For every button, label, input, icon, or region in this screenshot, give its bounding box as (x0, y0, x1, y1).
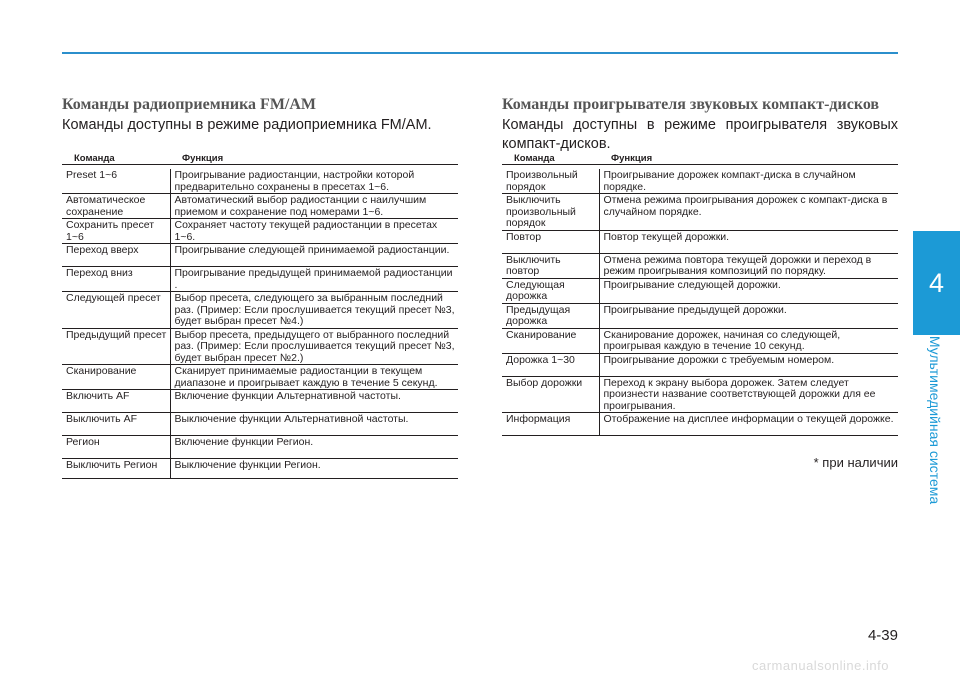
table-row (62, 194, 458, 219)
function-cell: Проигрывание дорожки с требуемым номером. (599, 353, 898, 376)
command-cell: Информация (502, 413, 599, 436)
function-cell: Проигрывание следующей принимаемой радиостанции. (170, 244, 458, 267)
command-cell: Следующей пресет (62, 292, 170, 329)
top-rule (62, 52, 898, 54)
radio-commands-table (62, 150, 458, 479)
chapter-title: Мультимедийная система (927, 335, 944, 505)
cd-section-title: Команды проигрывателя звуковых компакт-дисков (502, 96, 880, 113)
command-cell: Переход вниз (62, 267, 170, 292)
function-cell: Отмена режима повтора текущей дорожки и переход в режим проигрывания композиций по порядку. (599, 253, 898, 278)
table-row (502, 230, 898, 253)
function-cell: Переход к экрану выбора дорожек. Затем следует произнести название соответствующей дорожки для ее проигрывания. (599, 376, 898, 413)
cd-intro-text: Команды доступны в режиме проигрывателя звуковых компакт-дисков. (502, 117, 898, 152)
chapter-label (910, 335, 960, 505)
function-cell: Повтор текущей дорожки. (599, 230, 898, 253)
table-row (502, 194, 898, 231)
table-row (62, 328, 458, 365)
function-cell: Проигрывание предыдущей дорожки. (599, 303, 898, 328)
command-cell: Выключить произвольный порядок (502, 194, 599, 231)
table-row (502, 328, 898, 353)
watermark: carmanualsonline.info (752, 658, 889, 673)
command-cell: Регион (62, 436, 170, 459)
table-row (62, 244, 458, 267)
command-cell: Автоматическое сохранение (62, 194, 170, 219)
cd-table-body (502, 169, 898, 436)
function-cell: Автоматический выбор радиостанции с наилучшим приемом и сохранение под номерами 1~6. (170, 194, 458, 219)
radio-intro: Команды доступны в режиме радиоприемника FM/AM. (62, 117, 432, 133)
table-row (502, 413, 898, 436)
command-cell: Следующая дорожка (502, 278, 599, 303)
radio-section-title: Команды радиоприемника FM/AM (62, 96, 317, 113)
cd-commands-table (502, 150, 898, 436)
table-row (62, 267, 458, 292)
table-row (502, 278, 898, 303)
table-row (502, 303, 898, 328)
command-cell: Выключить Регион (62, 459, 170, 479)
function-cell: Выбор пресета, предыдущего от выбранного последний раз. (Пример: Если прослушивается текущий пресет №3, будет выбран пресет №2.) (170, 328, 458, 365)
command-cell: Сканирование (62, 365, 170, 390)
table-row (502, 169, 898, 194)
function-cell: Отмена режима проигрывания дорожек с компакт-диска в случайном порядке. (599, 194, 898, 231)
table-row (62, 365, 458, 390)
command-cell: Сканирование (502, 328, 599, 353)
function-cell: Выбор пресета, следующего за выбранным последний раз. (Пример: Если прослушивается текущий пресет №3, будет выбран пресет №4.) (170, 292, 458, 329)
command-cell: Включить AF (62, 390, 170, 413)
command-cell: Выключить повтор (502, 253, 599, 278)
table-row (62, 169, 458, 194)
footnote: * при наличии (813, 455, 898, 470)
command-cell: Выключить AF (62, 413, 170, 436)
table-row (62, 219, 458, 244)
command-cell: Переход вверх (62, 244, 170, 267)
function-cell: Отображение на дисплее информации о текущей дорожке. (599, 413, 898, 436)
command-cell: Предыдущий пресет (62, 328, 170, 365)
table-row (62, 459, 458, 479)
function-cell: Включение функции Регион. (170, 436, 458, 459)
column-header-function: Функция (599, 150, 898, 165)
table-row (502, 353, 898, 376)
command-cell: Выбор дорожки (502, 376, 599, 413)
command-cell: Произвольный порядок (502, 169, 599, 194)
function-cell: Проигрывание следующей дорожки. (599, 278, 898, 303)
function-cell: Проигрывание радиостанции, настройки которой предварительно сохранены в пресетах 1~6. (170, 169, 458, 194)
table-row (62, 390, 458, 413)
chapter-tab (913, 231, 960, 335)
table-row (62, 292, 458, 329)
cd-intro (502, 116, 898, 154)
function-cell: Включение функции Альтернативной частоты. (170, 390, 458, 413)
command-cell: Preset 1~6 (62, 169, 170, 194)
function-cell: Сканирование дорожек, начиная со следующей, проигрывая каждую в течение 10 секунд. (599, 328, 898, 353)
function-cell: Проигрывание предыдущей принимаемой радиостанции . (170, 267, 458, 292)
function-cell: Выключение функции Альтернативной частоты. (170, 413, 458, 436)
command-cell: Дорожка 1~30 (502, 353, 599, 376)
page-number: 4-39 (867, 627, 898, 644)
command-cell: Предыдущая дорожка (502, 303, 599, 328)
column-header-function: Функция (170, 150, 458, 165)
table-row (502, 376, 898, 413)
column-header-command: Команда (502, 150, 599, 165)
chapter-number: 4 (928, 267, 945, 298)
command-cell: Повтор (502, 230, 599, 253)
table-row (502, 253, 898, 278)
command-cell: Сохранить пресет 1~6 (62, 219, 170, 244)
function-cell: Сканирует принимаемые радиостанции в текущем диапазоне и проигрывает каждую в течение 5 секунд. (170, 365, 458, 390)
table-row (62, 436, 458, 459)
function-cell: Проигрывание дорожек компакт-диска в случайном порядке. (599, 169, 898, 194)
function-cell: Выключение функции Регион. (170, 459, 458, 479)
table-row (62, 413, 458, 436)
column-header-command: Команда (62, 150, 170, 165)
radio-table-body (62, 169, 458, 479)
function-cell: Сохраняет частоту текущей радиостанции в пресетах 1~6. (170, 219, 458, 244)
